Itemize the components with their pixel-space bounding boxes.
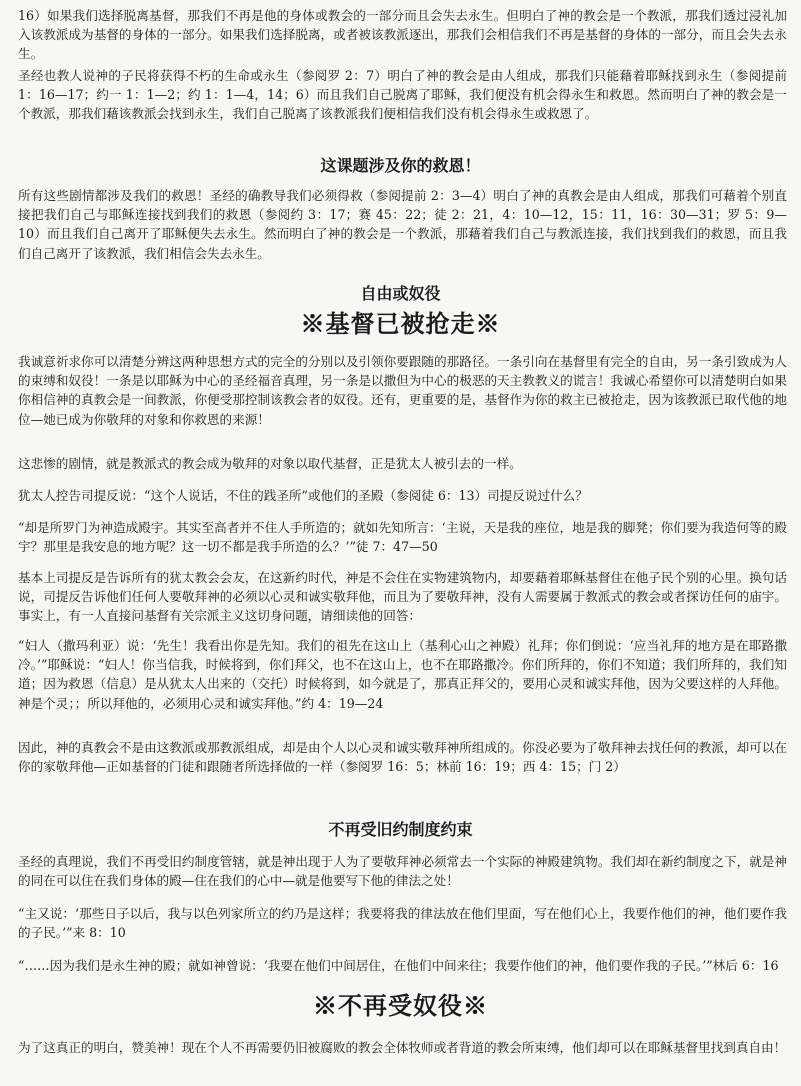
heading-no-old-covenant: 不再受旧约制度约束	[328, 820, 473, 839]
paragraph-true-church: 因此，神的真教会不是由这教派或那教派组成，却是由个人以心灵和诚实敬拜神所组成的。你没必要为了敬拜神去找任何的教派，却可以在你的家敬拜他—正如基督的门徒和跟随者所选择做的一样（参阅罗 16：5；林前 16：19；西 4：15；门 2）	[18, 740, 787, 775]
paragraph-tragic-scenario: 这悲惨的剧情，就是教派式的教会成为敬拜的对象以取代基督，正是犹太人被引去的一样。	[18, 456, 522, 471]
heading-salvation: 这课题涉及你的救恩！	[320, 156, 481, 175]
heading-no-more-slavery: ※不再受奴役※	[313, 991, 488, 1020]
paragraph-eternal-life: 圣经也教人说神的子民将获得不朽的生命或永生（参阅罗 2：7）明白了神的教会是由人组成，那我们只能藉着耶稣找到永生（参阅提前 1：16—17；约一 1：1—2；约 1：1—4，14；6）而且我们自己脱离了耶稣，我们便没有机会得永生和救恩。然而明白了神的教会是一个教派，那我们藉该教派会找到永生，我们自己脱离了该教派我们便相信我们没有机会得永生或救恩了。	[18, 68, 787, 122]
paragraph-praise-god: 为了这真正的明白，赞美神！现在个人不再需要仍旧被腐败的教会全体牧师或者背道的教会所束缚，他们却可以在耶稣基督里找到真自由！	[18, 1040, 787, 1055]
paragraph-salvation: 所有这些剧情都涉及我们的救恩！圣经的确教导我们必须得救（参阅提前 2：3—4）明白了神的真教会是由人组成，那我们可藉着个别直接把我们自己与耶稣连接找到我们的救恩（参阅约 3：17；赛 45：22；徒 2：21，4：10—12，15：11，16：30—31；罗 5：9—10）而且我们自己离开了耶稣便失去永生。然而明白了神的教会是一个教派，那藉着我们自己与教派连接，我们找到我们的救恩，而且我们自己离开了该教派，我们相信会失去永生。	[18, 188, 787, 261]
paragraph-new-covenant: 圣经的真理说，我们不再受旧约制度管辖，就是神出现于人为了要敬拜神必须常去一个实际的神殿建筑物。我们却在新约制度之下，就是神的同在可以住在我们身体的殿—住在我们的心中—就是他要写下他的律法之处！	[18, 854, 787, 889]
paragraph-apostasy-consequence: 16）如果我们选择脱离基督，那我们不再是他的身体或教会的一部分而且会失去永生。但明白了神的教会是一个教派，那我们透过浸礼加入该教派成为基督的身体的一部分。如果我们选择脱离，或者被该教派逐出，那我们会相信我们不再是基督的身体的一部分，而且会失去永生。	[18, 8, 787, 62]
paragraph-two-paths: 我诚意祈求你可以清楚分辨这两种思想方式的完全的分别以及引领你要跟随的那路径。一条引向在基督里有完全的自由，另一条引致成为人的束缚和奴役！一条是以耶稣为中心的圣经福音真理，另一条是以撒但为中心的极恶的天主教教义的谎言！我诚心希望你可以清楚明白如果你相信神的真教会是一间教派，你便受那控制该教会者的奴役。还有，更重要的是，基督作为你的救主已被抢走，因为该教派已取代他的地位—她已成为你敬拜的对象和你救恩的来源！	[18, 354, 787, 427]
quote-hebrews-8: “主又说：‘那些日子以后，我与以色列家所立的约乃是这样；我要将我的律法放在他们里面，写在他们心上，我要作他们的神，他们要作我的子民。’”来 8：10	[18, 906, 787, 941]
heading-freedom-or-slavery: 自由或奴役	[360, 284, 441, 303]
quote-john-4: “妇人（撒玛利亚）说：‘先生！我看出你是先知。我们的祖先在这山上（基利心山之神殿）礼拜；你们倒说：‘应当礼拜的地方是在耶路撒冷。’”耶稣说：“妇人！你当信我，时候将到，你们拜父，也不在这山上，也不在耶路撒冷。你们所拜的，你们不知道；我们所拜的，我们知道；因为救恩（信息）是从犹太人出来的（交托）时候将到，如今就是了，那真正拜父的，要用心灵和诚实拜他，因为父要这样的人拜他。神是个灵；；所以拜他的，必须用心灵和诚实拜他。”约 4：19—24	[18, 638, 787, 711]
paragraph-stephen-accused: 犹太人控告司提反说：“这个人说话，不住的践圣所”或他们的圣殿（参阅徒 6：13）司提反说过什么？	[18, 488, 588, 503]
quote-acts-7: “却是所罗门为神造成殿宇。其实至高者并不住人手所造的；就如先知所言：‘主说，天是我的座位，地是我的脚凳；你们要为我造何等的殿宇？那里是我安息的地方呢？这一切不都是我手所造的么？’”徒 7：47—50	[18, 520, 787, 555]
quote-2-corinthians-6: “……因为我们是永生神的殿；就如神曾说：‘我要在他们中间居住，在他们中间来往；我要作他们的神，他们要作我的子民。’”林后 6：16	[18, 958, 779, 973]
paragraph-stephen-meaning: 基本上司提反是告诉所有的犹太教会会友，在这新约时代，神是不会住在实物建筑物内，却要藉着耶稣基督住在他子民个别的心里。换句话说，司提反告诉他们任何人要敬拜神的必须以心灵和诚实敬拜他，而且为了要敬拜神，没有人需要属于教派式的教会或者探访任何的庙宇。事实上，有一人直接问基督有关宗派主义这切身问题，请细读他的回答：	[18, 570, 787, 624]
heading-christ-taken: ※基督已被抢走※	[300, 309, 501, 338]
